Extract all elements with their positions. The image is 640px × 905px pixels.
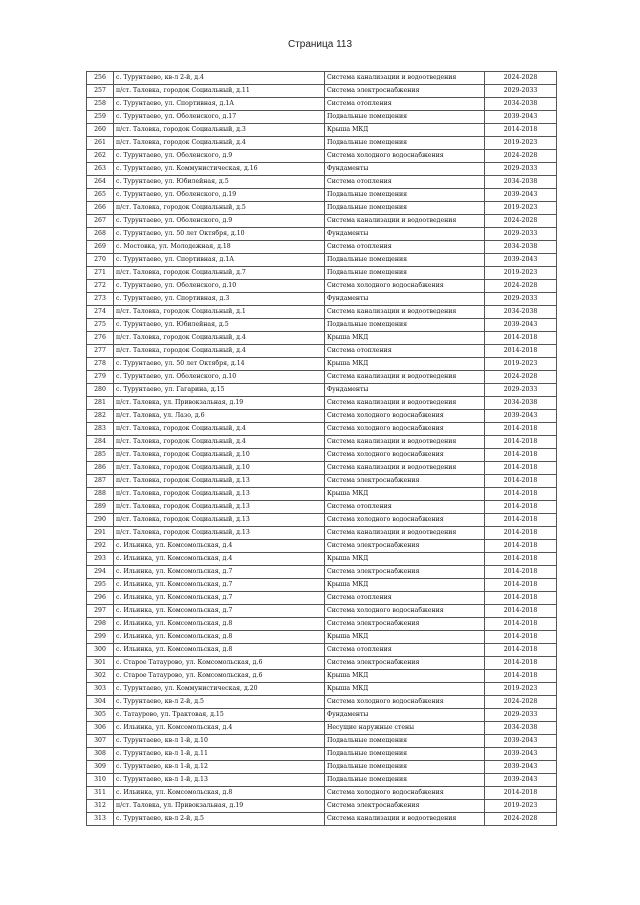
table-row <box>87 787 557 800</box>
row-number-cell: 308 <box>87 748 114 761</box>
work-type-cell: Система холодного водоснабжения <box>325 410 485 423</box>
work-type-cell: Система электроснабжения <box>325 85 485 98</box>
period-cell: 2014-2018 <box>485 345 557 358</box>
period-cell: 2014-2018 <box>485 618 557 631</box>
table-row <box>87 631 557 644</box>
row-number-cell: 274 <box>87 306 114 319</box>
period-cell: 2034-2038 <box>485 176 557 189</box>
address-cell: с. Турунтаево, ул. Спортивная, д.1А <box>114 254 325 267</box>
table-row <box>87 410 557 423</box>
address-cell: с. Ильинка, ул. Комсомольская, д.7 <box>114 566 325 579</box>
work-type-cell: Система канализации и водоотведения <box>325 72 485 85</box>
period-cell: 2014-2018 <box>485 332 557 345</box>
table-row <box>87 111 557 124</box>
address-cell: п/ст. Таловка, городок Социальный, д.13 <box>114 514 325 527</box>
row-number-cell: 299 <box>87 631 114 644</box>
address-cell: с. Турунтаево, кв-л 2-й, д.5 <box>114 813 325 826</box>
table-row <box>87 306 557 319</box>
period-cell: 2014-2018 <box>485 540 557 553</box>
work-type-cell: Подвальные помещения <box>325 202 485 215</box>
period-cell: 2014-2018 <box>485 449 557 462</box>
period-cell: 2024-2028 <box>485 813 557 826</box>
work-type-cell: Система канализации и водоотведения <box>325 397 485 410</box>
work-type-cell: Система отопления <box>325 176 485 189</box>
table-row <box>87 280 557 293</box>
work-type-cell: Система холодного водоснабжения <box>325 423 485 436</box>
work-type-cell: Система холодного водоснабжения <box>325 280 485 293</box>
table-row <box>87 527 557 540</box>
address-cell: с. Турунтаево, кв-л 2-й, д.5 <box>114 696 325 709</box>
period-cell: 2014-2018 <box>485 670 557 683</box>
address-cell: п/ст. Таловка, городок Социальный, д.13 <box>114 501 325 514</box>
work-type-cell: Подвальные помещения <box>325 189 485 202</box>
table-row <box>87 774 557 787</box>
work-type-cell: Фундаменты <box>325 293 485 306</box>
table-row <box>87 813 557 826</box>
address-cell: с. Ильинка, ул. Комсомольская, д.7 <box>114 592 325 605</box>
row-number-cell: 275 <box>87 319 114 332</box>
address-cell: с. Турунтаево, ул. Юбилейная, д.5 <box>114 176 325 189</box>
period-cell: 2029-2033 <box>485 163 557 176</box>
period-cell: 2034-2038 <box>485 722 557 735</box>
row-number-cell: 260 <box>87 124 114 137</box>
row-number-cell: 292 <box>87 540 114 553</box>
row-number-cell: 264 <box>87 176 114 189</box>
period-cell: 2034-2038 <box>485 98 557 111</box>
table-row <box>87 644 557 657</box>
table-row <box>87 384 557 397</box>
row-number-cell: 281 <box>87 397 114 410</box>
table-row <box>87 137 557 150</box>
period-cell: 2014-2018 <box>485 527 557 540</box>
address-cell: п/ст. Таловка, городок Социальный, д.10 <box>114 449 325 462</box>
period-cell: 2019-2023 <box>485 683 557 696</box>
period-cell: 2024-2028 <box>485 280 557 293</box>
repair-schedule-table <box>86 71 557 826</box>
row-number-cell: 277 <box>87 345 114 358</box>
period-cell: 2014-2018 <box>485 553 557 566</box>
row-number-cell: 284 <box>87 436 114 449</box>
table-row <box>87 579 557 592</box>
work-type-cell: Подвальные помещения <box>325 735 485 748</box>
address-cell: с. Турунтаево, ул. Юбилейная, д.5 <box>114 319 325 332</box>
table-row <box>87 514 557 527</box>
period-cell: 2029-2033 <box>485 228 557 241</box>
work-type-cell: Подвальные помещения <box>325 761 485 774</box>
address-cell: п/ст. Таловка, городок Социальный, д.4 <box>114 423 325 436</box>
work-type-cell: Крыша МКД <box>325 553 485 566</box>
row-number-cell: 297 <box>87 605 114 618</box>
row-number-cell: 279 <box>87 371 114 384</box>
period-cell: 2029-2033 <box>485 384 557 397</box>
address-cell: с. Турунтаево, ул. Оболенского, д.17 <box>114 111 325 124</box>
address-cell: с. Ильинка, ул. Комсомольская, д.8 <box>114 631 325 644</box>
row-number-cell: 305 <box>87 709 114 722</box>
address-cell: п/ст. Таловка, ул. Лазо, д.6 <box>114 410 325 423</box>
address-cell: п/ст. Таловка, городок Социальный, д.3 <box>114 124 325 137</box>
work-type-cell: Подвальные помещения <box>325 319 485 332</box>
period-cell: 2024-2028 <box>485 696 557 709</box>
row-number-cell: 259 <box>87 111 114 124</box>
address-cell: с. Мостовка, ул. Молодежная, д.18 <box>114 241 325 254</box>
address-cell: с. Турунтаево, ул. Гагарина, д.15 <box>114 384 325 397</box>
row-number-cell: 282 <box>87 410 114 423</box>
period-cell: 2034-2038 <box>485 241 557 254</box>
table-row <box>87 215 557 228</box>
table-body <box>87 72 557 826</box>
table-row <box>87 124 557 137</box>
period-cell: 2039-2043 <box>485 319 557 332</box>
address-cell: с. Ильинка, ул. Комсомольская, д.4 <box>114 553 325 566</box>
row-number-cell: 257 <box>87 85 114 98</box>
period-cell: 2014-2018 <box>485 462 557 475</box>
table-row <box>87 540 557 553</box>
period-cell: 2014-2018 <box>485 566 557 579</box>
address-cell: п/ст. Таловка, городок Социальный, д.4 <box>114 332 325 345</box>
address-cell: с. Турунтаево, ул. Оболенского, д.9 <box>114 150 325 163</box>
address-cell: с. Турунтаево, ул. Коммунистическая, д.16 <box>114 163 325 176</box>
row-number-cell: 267 <box>87 215 114 228</box>
table-row <box>87 488 557 501</box>
table-row <box>87 98 557 111</box>
row-number-cell: 268 <box>87 228 114 241</box>
address-cell: с. Турунтаево, ул. Спортивная, д.1А <box>114 98 325 111</box>
address-cell: с. Турунтаево, кв-л 2-й, д.4 <box>114 72 325 85</box>
row-number-cell: 273 <box>87 293 114 306</box>
row-number-cell: 272 <box>87 280 114 293</box>
address-cell: с. Ильинка, ул. Комсомольская, д.8 <box>114 618 325 631</box>
period-cell: 2014-2018 <box>485 787 557 800</box>
table-row <box>87 683 557 696</box>
table-row <box>87 462 557 475</box>
row-number-cell: 261 <box>87 137 114 150</box>
period-cell: 2019-2023 <box>485 267 557 280</box>
address-cell: п/ст. Таловка, городок Социальный, д.13 <box>114 527 325 540</box>
work-type-cell: Система холодного водоснабжения <box>325 514 485 527</box>
row-number-cell: 294 <box>87 566 114 579</box>
row-number-cell: 295 <box>87 579 114 592</box>
period-cell: 2034-2038 <box>485 397 557 410</box>
address-cell: п/ст. Таловка, городок Социальный, д.1 <box>114 306 325 319</box>
period-cell: 2039-2043 <box>485 189 557 202</box>
row-number-cell: 285 <box>87 449 114 462</box>
row-number-cell: 276 <box>87 332 114 345</box>
period-cell: 2014-2018 <box>485 501 557 514</box>
table-row <box>87 293 557 306</box>
table-row <box>87 241 557 254</box>
work-type-cell: Подвальные помещения <box>325 748 485 761</box>
work-type-cell: Несущие наружные стены <box>325 722 485 735</box>
table-row <box>87 761 557 774</box>
table-row <box>87 254 557 267</box>
address-cell: п/ст. Таловка, ул. Привокзальная, д.19 <box>114 397 325 410</box>
period-cell: 2039-2043 <box>485 735 557 748</box>
table-row <box>87 670 557 683</box>
address-cell: п/ст. Таловка, городок Социальный, д.13 <box>114 475 325 488</box>
work-type-cell: Система отопления <box>325 98 485 111</box>
table-row <box>87 189 557 202</box>
table-row <box>87 397 557 410</box>
period-cell: 2029-2033 <box>485 709 557 722</box>
row-number-cell: 298 <box>87 618 114 631</box>
address-cell: с. Ильинка, ул. Комсомольская, д.4 <box>114 540 325 553</box>
work-type-cell: Подвальные помещения <box>325 137 485 150</box>
work-type-cell: Крыша МКД <box>325 332 485 345</box>
address-cell: с. Турунтаево, кв-л 1-й, д.12 <box>114 761 325 774</box>
row-number-cell: 270 <box>87 254 114 267</box>
period-cell: 2029-2033 <box>485 85 557 98</box>
row-number-cell: 301 <box>87 657 114 670</box>
address-cell: п/ст. Таловка, ул. Привокзальная, д.19 <box>114 800 325 813</box>
period-cell: 2024-2028 <box>485 150 557 163</box>
table-row <box>87 345 557 358</box>
work-type-cell: Система электроснабжения <box>325 618 485 631</box>
period-cell: 2039-2043 <box>485 774 557 787</box>
row-number-cell: 269 <box>87 241 114 254</box>
address-cell: с. Ильинка, ул. Комсомольская, д.8 <box>114 644 325 657</box>
work-type-cell: Система отопления <box>325 644 485 657</box>
address-cell: с. Ильинка, ул. Комсомольская, д.7 <box>114 605 325 618</box>
table-row <box>87 735 557 748</box>
work-type-cell: Система канализации и водоотведения <box>325 306 485 319</box>
work-type-cell: Фундаменты <box>325 709 485 722</box>
work-type-cell: Система электроснабжения <box>325 657 485 670</box>
row-number-cell: 278 <box>87 358 114 371</box>
period-cell: 2014-2018 <box>485 631 557 644</box>
row-number-cell: 307 <box>87 735 114 748</box>
table-row <box>87 267 557 280</box>
work-type-cell: Подвальные помещения <box>325 254 485 267</box>
row-number-cell: 283 <box>87 423 114 436</box>
table-row <box>87 371 557 384</box>
address-cell: п/ст. Таловка, городок Социальный, д.4 <box>114 436 325 449</box>
row-number-cell: 303 <box>87 683 114 696</box>
work-type-cell: Система отопления <box>325 241 485 254</box>
table-row <box>87 449 557 462</box>
period-cell: 2014-2018 <box>485 592 557 605</box>
row-number-cell: 309 <box>87 761 114 774</box>
work-type-cell: Фундаменты <box>325 384 485 397</box>
row-number-cell: 293 <box>87 553 114 566</box>
table-row <box>87 202 557 215</box>
work-type-cell: Система холодного водоснабжения <box>325 449 485 462</box>
address-cell: п/ст. Таловка, городок Социальный, д.4 <box>114 345 325 358</box>
work-type-cell: Крыша МКД <box>325 579 485 592</box>
table-row <box>87 228 557 241</box>
row-number-cell: 291 <box>87 527 114 540</box>
address-cell: п/ст. Таловка, городок Социальный, д.13 <box>114 488 325 501</box>
table-row <box>87 332 557 345</box>
work-type-cell: Система электроснабжения <box>325 800 485 813</box>
period-cell: 2034-2038 <box>485 306 557 319</box>
address-cell: п/ст. Таловка, городок Социальный, д.4 <box>114 137 325 150</box>
table-row <box>87 72 557 85</box>
table-row <box>87 592 557 605</box>
work-type-cell: Система электроснабжения <box>325 540 485 553</box>
work-type-cell: Система холодного водоснабжения <box>325 605 485 618</box>
work-type-cell: Крыша МКД <box>325 358 485 371</box>
row-number-cell: 290 <box>87 514 114 527</box>
row-number-cell: 256 <box>87 72 114 85</box>
period-cell: 2024-2028 <box>485 215 557 228</box>
period-cell: 2039-2043 <box>485 111 557 124</box>
period-cell: 2019-2023 <box>485 358 557 371</box>
table-row <box>87 85 557 98</box>
period-cell: 2024-2028 <box>485 72 557 85</box>
row-number-cell: 313 <box>87 813 114 826</box>
table-row <box>87 358 557 371</box>
work-type-cell: Подвальные помещения <box>325 267 485 280</box>
period-cell: 2019-2023 <box>485 137 557 150</box>
work-type-cell: Подвальные помещения <box>325 774 485 787</box>
period-cell: 2014-2018 <box>485 644 557 657</box>
row-number-cell: 271 <box>87 267 114 280</box>
address-cell: п/ст. Таловка, городок Социальный, д.10 <box>114 462 325 475</box>
row-number-cell: 266 <box>87 202 114 215</box>
row-number-cell: 288 <box>87 488 114 501</box>
table-row <box>87 605 557 618</box>
address-cell: п/ст. Таловка, городок Социальный, д.5 <box>114 202 325 215</box>
period-cell: 2014-2018 <box>485 423 557 436</box>
row-number-cell: 258 <box>87 98 114 111</box>
table-row <box>87 423 557 436</box>
period-cell: 2019-2023 <box>485 800 557 813</box>
period-cell: 2014-2018 <box>485 488 557 501</box>
row-number-cell: 304 <box>87 696 114 709</box>
work-type-cell: Система холодного водоснабжения <box>325 787 485 800</box>
row-number-cell: 289 <box>87 501 114 514</box>
table-row <box>87 319 557 332</box>
work-type-cell: Фундаменты <box>325 163 485 176</box>
work-type-cell: Подвальные помещения <box>325 111 485 124</box>
row-number-cell: 302 <box>87 670 114 683</box>
table-row <box>87 696 557 709</box>
row-number-cell: 310 <box>87 774 114 787</box>
address-cell: с. Турунтаево, ул. Оболенского, д.19 <box>114 189 325 202</box>
work-type-cell: Система отопления <box>325 345 485 358</box>
table-row <box>87 657 557 670</box>
table-row <box>87 163 557 176</box>
address-cell: с. Старое Татаурово, ул. Комсомольская, д.6 <box>114 657 325 670</box>
address-cell: с. Турунтаево, кв-л 1-й, д.10 <box>114 735 325 748</box>
work-type-cell: Система холодного водоснабжения <box>325 150 485 163</box>
row-number-cell: 300 <box>87 644 114 657</box>
work-type-cell: Фундаменты <box>325 228 485 241</box>
address-cell: с. Старое Татаурово, ул. Комсомольская, д.6 <box>114 670 325 683</box>
period-cell: 2014-2018 <box>485 579 557 592</box>
work-type-cell: Крыша МКД <box>325 124 485 137</box>
period-cell: 2014-2018 <box>485 514 557 527</box>
table-row <box>87 618 557 631</box>
address-cell: с. Турунтаево, ул. Оболенского, д.9 <box>114 215 325 228</box>
work-type-cell: Система отопления <box>325 501 485 514</box>
period-cell: 2014-2018 <box>485 436 557 449</box>
row-number-cell: 265 <box>87 189 114 202</box>
period-cell: 2024-2028 <box>485 371 557 384</box>
row-number-cell: 280 <box>87 384 114 397</box>
period-cell: 2014-2018 <box>485 124 557 137</box>
row-number-cell: 263 <box>87 163 114 176</box>
period-cell: 2014-2018 <box>485 657 557 670</box>
work-type-cell: Крыша МКД <box>325 683 485 696</box>
table-row <box>87 436 557 449</box>
period-cell: 2014-2018 <box>485 475 557 488</box>
address-cell: с. Турунтаево, ул. Оболенского, д.10 <box>114 371 325 384</box>
address-cell: с. Турунтаево, ул. Спортивная, д.3 <box>114 293 325 306</box>
address-cell: п/ст. Таловка, городок Социальный, д.11 <box>114 85 325 98</box>
work-type-cell: Система канализации и водоотведения <box>325 215 485 228</box>
period-cell: 2039-2043 <box>485 254 557 267</box>
address-cell: с. Ильинка, ул. Комсомольская, д.4 <box>114 722 325 735</box>
table-row <box>87 176 557 189</box>
row-number-cell: 311 <box>87 787 114 800</box>
table-row <box>87 475 557 488</box>
table-row <box>87 748 557 761</box>
row-number-cell: 287 <box>87 475 114 488</box>
address-cell: с. Ильинка, ул. Комсомольская, д.7 <box>114 579 325 592</box>
table-row <box>87 800 557 813</box>
period-cell: 2014-2018 <box>485 605 557 618</box>
work-type-cell: Система канализации и водоотведения <box>325 527 485 540</box>
address-cell: с. Турунтаево, ул. 50 лет Октября, д.10 <box>114 228 325 241</box>
work-type-cell: Система канализации и водоотведения <box>325 813 485 826</box>
address-cell: с. Ильинка, ул. Комсомольская, д.8 <box>114 787 325 800</box>
period-cell: 2039-2043 <box>485 410 557 423</box>
address-cell: с. Турунтаево, кв-л 1-й, д.13 <box>114 774 325 787</box>
table-row <box>87 553 557 566</box>
table-row <box>87 501 557 514</box>
table-row <box>87 722 557 735</box>
period-cell: 2039-2043 <box>485 761 557 774</box>
work-type-cell: Система отопления <box>325 592 485 605</box>
address-cell: с. Турунтаево, ул. Оболенского, д.10 <box>114 280 325 293</box>
work-type-cell: Крыша МКД <box>325 488 485 501</box>
address-cell: п/ст. Таловка, городок Социальный, д.7 <box>114 267 325 280</box>
period-cell: 2029-2033 <box>485 293 557 306</box>
period-cell: 2039-2043 <box>485 748 557 761</box>
work-type-cell: Крыша МКД <box>325 631 485 644</box>
work-type-cell: Система электроснабжения <box>325 475 485 488</box>
row-number-cell: 262 <box>87 150 114 163</box>
table-row <box>87 150 557 163</box>
table-row <box>87 566 557 579</box>
work-type-cell: Система холодного водоснабжения <box>325 696 485 709</box>
period-cell: 2019-2023 <box>485 202 557 215</box>
row-number-cell: 286 <box>87 462 114 475</box>
address-cell: с. Турунтаево, ул. 50 лет Октября, д.14 <box>114 358 325 371</box>
row-number-cell: 296 <box>87 592 114 605</box>
row-number-cell: 306 <box>87 722 114 735</box>
page-title: Страница 113 <box>287 39 353 50</box>
address-cell: с. Турунтаево, ул. Коммунистическая, д.20 <box>114 683 325 696</box>
work-type-cell: Система канализации и водоотведения <box>325 371 485 384</box>
work-type-cell: Система канализации и водоотведения <box>325 436 485 449</box>
work-type-cell: Система электроснабжения <box>325 566 485 579</box>
address-cell: с. Татаурово, ул. Трактовая, д.15 <box>114 709 325 722</box>
work-type-cell: Система канализации и водоотведения <box>325 462 485 475</box>
work-type-cell: Крыша МКД <box>325 670 485 683</box>
table-row <box>87 709 557 722</box>
address-cell: с. Турунтаево, кв-л 1-й, д.11 <box>114 748 325 761</box>
row-number-cell: 312 <box>87 800 114 813</box>
